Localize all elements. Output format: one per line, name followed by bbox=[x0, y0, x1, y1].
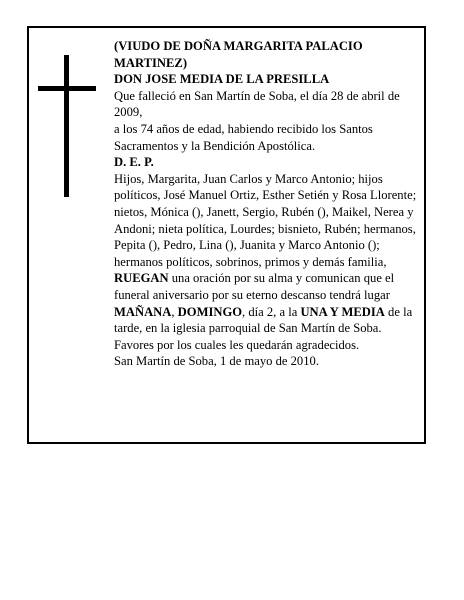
rip-abbreviation: D. E. P. bbox=[114, 155, 154, 170]
manana-word: MAÑANA bbox=[114, 304, 172, 319]
cross-horizontal-bar bbox=[38, 86, 96, 91]
comma-text: , bbox=[171, 304, 178, 319]
cross-vertical-bar bbox=[64, 55, 69, 197]
request-paragraph bbox=[114, 270, 420, 353]
domingo-word: DOMINGO bbox=[177, 304, 243, 319]
heading-widower: (VIUDO DE DOÑA MARGARITA PALACIO MARTINEZ) bbox=[114, 39, 363, 70]
time-bold: UNA Y MEDIA bbox=[300, 304, 385, 319]
closing-date: San Martín de Soba, 1 de mayo de 2010. bbox=[114, 354, 319, 369]
location-text: de la tarde, en la iglesia parroquial de San Martín de Soba. Favores por los cuales les quedarán agradecidos. bbox=[114, 304, 413, 352]
family-list: Hijos, Margarita, Juan Carlos y Marco Antonio; hijos políticos, José Manuel Ortiz, Esther Setién y Rosa Llorente; nietos, Mónica (), Janett, Sergio, Rubén (), Maikel, Nerea y Andoni; nieta política, Lourdes; bisnieto, Rubén; hermanos, Pepita (), Pedro, Lina (), Juanita y Marco Antonio (); hermanos políticos, sobrinos, primos y demás familia, bbox=[114, 171, 417, 269]
death-statement: Que falleció en San Martín de Soba, el día 28 de abril de 2009, bbox=[114, 88, 400, 120]
day-text: , día 2, a la bbox=[242, 304, 301, 319]
ruegan-word: RUEGAN bbox=[114, 271, 169, 286]
ruegan-text: una oración por su alma y comunican que el funeral aniversario por su eterno descanso tendrá lugar bbox=[114, 271, 395, 302]
obituary-text bbox=[114, 38, 420, 370]
age-sacraments: a los 74 años de edad, habiendo recibido los Santos Sacramentos y la Bendición Apostólica. bbox=[114, 121, 373, 153]
heading-deceased-name: DON JOSE MEDIA DE LA PRESILLA bbox=[114, 72, 330, 87]
